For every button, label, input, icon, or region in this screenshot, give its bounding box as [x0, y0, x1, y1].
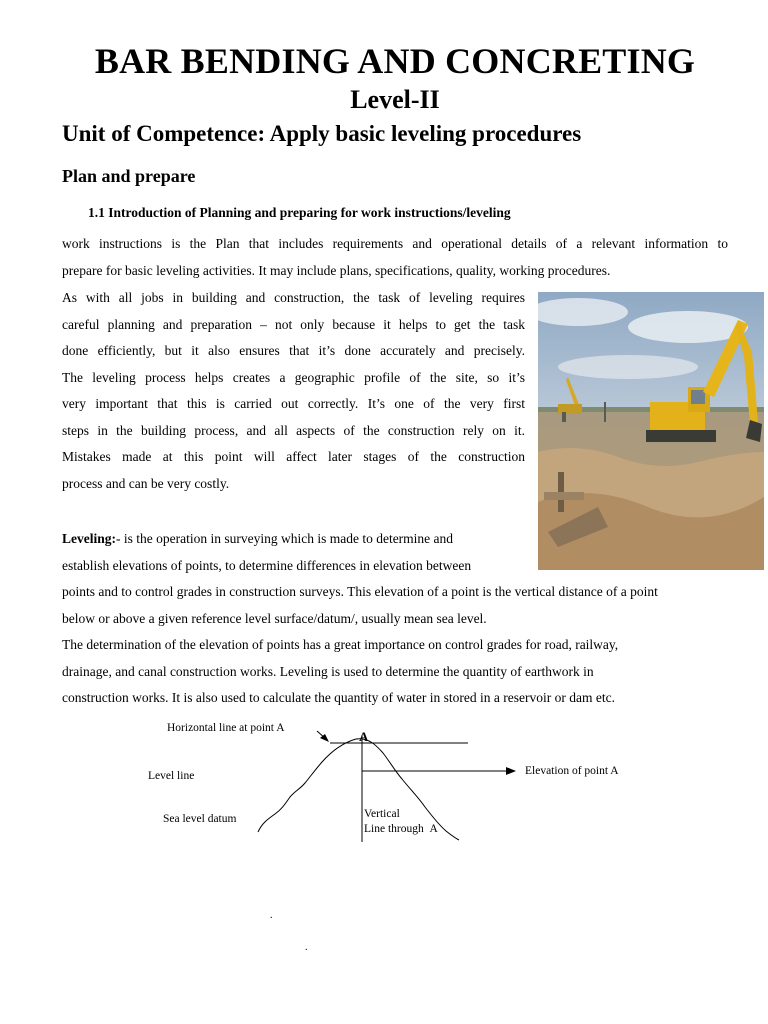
point-a-label: A: [359, 729, 369, 744]
importance-line: construction works. It is also used to calculate the quantity of water in stored in a reservoir or dam etc.: [62, 690, 615, 705]
stray-mark: .: [305, 942, 308, 953]
elevation-diagram: [0, 715, 768, 845]
elevation-label: Elevation of point A: [525, 765, 619, 777]
planning-line: careful planning and preparation – not only because it helps to get the task: [62, 316, 525, 332]
importance-paragraph: [62, 632, 728, 712]
importance-line: The determination of the elevation of points has a great importance on control grades for road, railway,: [62, 637, 619, 652]
subsection-heading: 1.1 Introduction of Planning and preparing for work instructions/leveling: [88, 205, 511, 220]
level-heading: Level-II: [350, 85, 440, 114]
leveling-line: establish elevations of points, to determine differences in elevation between: [62, 557, 472, 573]
stray-mark: .: [270, 910, 273, 921]
leveling-line: below or above a given reference level surface/datum/, usually mean sea level.: [62, 610, 487, 626]
section-heading: Plan and prepare: [62, 166, 196, 186]
vertical-line-label: Vertical Line through A: [364, 808, 438, 835]
planning-line: done efficiently, but it also ensures that it’s done accurately and precisely.: [62, 343, 525, 358]
level-line-label: Level line: [148, 770, 195, 782]
intro-line: prepare for basic leveling activities. It may include plans, specifications, quality, working procedures.: [62, 262, 611, 278]
unit-of-competence-heading: Unit of Competence: Apply basic leveling procedures: [62, 121, 582, 146]
horizontal-line-label: Horizontal line at point A: [167, 722, 285, 734]
planning-line: process and can be very costly.: [62, 475, 230, 491]
leveling-line: Leveling:- is the operation in surveying which is made to determine and: [62, 531, 454, 546]
planning-line: steps in the building process, and all aspects of the construction rely on it.: [62, 422, 525, 438]
sea-level-datum-label: Sea level datum: [163, 813, 237, 825]
leveling-paragraph: [62, 526, 728, 632]
intro-line: work instructions is the Plan that includes requirements and operational details of a relevant information to: [62, 236, 728, 251]
planning-line: Mistakes made at this point will affect later stages of the construction: [62, 449, 525, 464]
planning-line: The leveling process helps creates a geographic profile of the site, so it’s: [62, 369, 525, 385]
importance-line: drainage, and canal construction works. Leveling is used to determine the quantity of earthwork in: [62, 663, 594, 679]
planning-paragraph: [62, 285, 525, 497]
intro-paragraph: [62, 231, 728, 284]
document-title: BAR BENDING AND CONCRETING: [94, 41, 696, 81]
leveling-term: Leveling:: [62, 531, 116, 546]
leveling-line: points and to control grades in construction surveys. This elevation of a point is the vertical distance of a point: [62, 584, 658, 599]
planning-line: very important that this is carried out correctly. It’s one of the very first: [62, 396, 525, 411]
planning-line: As with all jobs in building and construction, the task of leveling requires: [62, 290, 525, 305]
